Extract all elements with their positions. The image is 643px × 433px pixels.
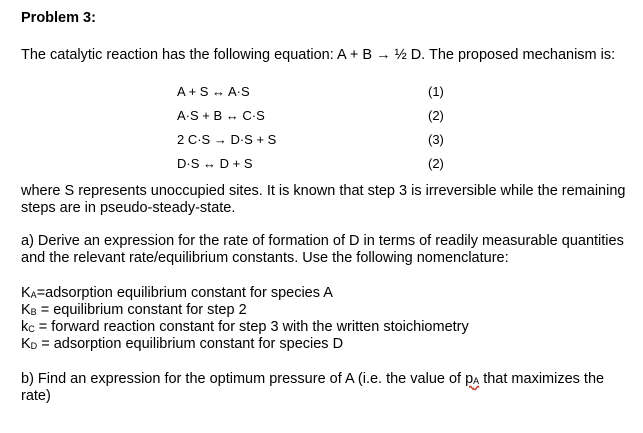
document bbox=[21, 10, 633, 405]
nomenclature-definition: = forward reaction constant for step 3 with the written stoichiometry bbox=[34, 319, 469, 335]
mechanism-equation: 2 C·S → D·S + S bbox=[177, 132, 277, 147]
nomenclature-subscript: D bbox=[30, 341, 38, 351]
nomenclature-definition: =adsorption equilibrium constant for species A bbox=[36, 285, 333, 301]
nomenclature-subscript: C bbox=[28, 324, 35, 334]
nomenclature-definition: = equilibrium constant for step 2 bbox=[36, 302, 247, 318]
pressure-subscript: A bbox=[473, 376, 480, 386]
nomenclature-symbol: K bbox=[21, 336, 31, 352]
mechanism-step bbox=[177, 107, 467, 124]
mechanism-equation: D·S ↔ D + S bbox=[177, 156, 253, 171]
nomenclature-item bbox=[21, 319, 633, 336]
nomenclature-item bbox=[21, 336, 633, 353]
mechanism-step bbox=[177, 83, 467, 100]
mechanism-list bbox=[177, 83, 467, 172]
nomenclature-symbol: k bbox=[21, 319, 29, 335]
where-paragraph: where S represents unoccupied sites. It is known that step 3 is irreversible while the remaining steps are in pseudo-steady-state. bbox=[21, 183, 626, 216]
mechanism-equation: A·S + B ↔ C·S bbox=[177, 108, 265, 123]
nomenclature-symbol: K bbox=[21, 285, 31, 301]
mechanism-step bbox=[177, 131, 467, 148]
nomenclature-subscript: B bbox=[30, 307, 37, 317]
intro-paragraph: The catalytic reaction has the following equation: A + B → ½ D. The proposed mechanism is: bbox=[21, 47, 616, 63]
nomenclature-item bbox=[21, 285, 633, 302]
mechanism-number: (3) bbox=[428, 132, 444, 147]
problem-title: Problem 3: bbox=[21, 10, 96, 26]
nomenclature-symbol: K bbox=[21, 302, 31, 318]
nomenclature-item bbox=[21, 302, 633, 319]
mechanism-number: (2) bbox=[428, 156, 444, 171]
part-b-paragraph bbox=[21, 371, 633, 405]
nomenclature-list bbox=[21, 285, 633, 353]
mechanism-number: (2) bbox=[428, 108, 444, 123]
part-b-text-end: that maximizes the rate) bbox=[21, 371, 605, 404]
mechanism-step bbox=[177, 155, 467, 172]
nomenclature-definition: = adsorption equilibrium constant for species D bbox=[37, 336, 344, 352]
pressure-symbol: p bbox=[465, 371, 474, 387]
part-b-text-start: b) Find an expression for the optimum pressure of A (i.e. the value of bbox=[21, 371, 466, 387]
nomenclature-subscript: A bbox=[30, 290, 37, 300]
mechanism-equation: A + S ↔ A·S bbox=[177, 84, 250, 99]
mechanism-number: (1) bbox=[428, 84, 444, 99]
part-a-paragraph: a) Derive an expression for the rate of formation of D in terms of readily measurable quantities and the relevant rate/equilibrium constants. Use the following nomenclature: bbox=[21, 233, 624, 266]
pressure-variable bbox=[465, 371, 479, 387]
